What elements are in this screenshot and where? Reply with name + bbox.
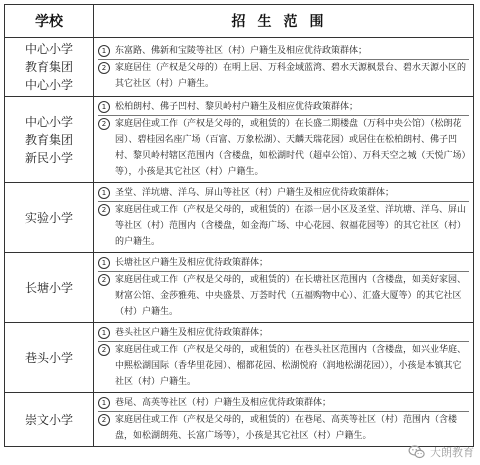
item-text: 巷头社区户籍生及相应优待政策群体； bbox=[115, 328, 269, 338]
item-text: 家庭居住或工作（产权是父母的，或租赁的）在长塘社区范围内（含楼盘，如美好家园、财富公馆、金莎雅苑、中央盛景、万荟时代（五福购物中心）、汇盛大厦等）的其它社区（村）户籍生。 bbox=[115, 275, 467, 317]
item-number: 2 bbox=[98, 274, 110, 286]
item-number: 1 bbox=[98, 397, 110, 409]
watermark-text: 大朗教育 bbox=[430, 446, 474, 459]
school-name bbox=[5, 253, 94, 323]
item-text: 圣堂、洋坑塘、洋乌、屏山等社区（村）户籍生及相应优待政策群体； bbox=[115, 188, 395, 198]
school-name bbox=[5, 323, 94, 393]
scope-item bbox=[98, 99, 469, 115]
school-name-line: 长塘小学 bbox=[24, 280, 73, 295]
item-number: 2 bbox=[98, 62, 110, 74]
item-text: 东富路、佛新和宝陵等社区（村）户籍生及相应优待政策群体； bbox=[115, 45, 368, 56]
watermark bbox=[408, 443, 474, 461]
table-row bbox=[5, 323, 474, 393]
table-row bbox=[5, 253, 474, 323]
school-name-line: 巷头小学 bbox=[24, 350, 73, 365]
item-number: 1 bbox=[98, 327, 110, 339]
table-row bbox=[5, 97, 474, 183]
school-name bbox=[5, 183, 94, 253]
school-name-line: 实验小学 bbox=[24, 210, 73, 225]
item-number: 2 bbox=[98, 118, 110, 130]
admission-scope bbox=[94, 38, 474, 97]
school-name-line: 教育集团 bbox=[24, 60, 73, 74]
item-number: 1 bbox=[98, 101, 110, 113]
school-name-line: 新民小学 bbox=[24, 150, 73, 165]
scope-item bbox=[98, 255, 469, 271]
item-number: 1 bbox=[98, 187, 110, 199]
table-row bbox=[5, 38, 474, 97]
table-header-row bbox=[5, 5, 474, 38]
item-text: 家庭居住或工作（产权是父母的，或租赁的）在巷尾、高英等社区（村）范围内（含楼盘，如松湖朗苑、长富广场等），小孩是其它社区（村）户籍生。 bbox=[115, 415, 458, 441]
wechat-icon bbox=[408, 443, 426, 461]
scope-item bbox=[98, 271, 469, 320]
item-number: 2 bbox=[98, 204, 110, 216]
admission-scope bbox=[94, 183, 474, 253]
school-name-line: 教育集团 bbox=[24, 132, 73, 147]
scope-item bbox=[98, 411, 469, 444]
scope-item bbox=[98, 201, 469, 250]
admission-scope bbox=[94, 97, 474, 183]
school-name-line: 中心小学 bbox=[24, 42, 73, 56]
scope-item bbox=[98, 325, 469, 341]
scope-item bbox=[98, 59, 469, 92]
school-name bbox=[5, 97, 94, 183]
item-text: 家庭居住或工作（产权是父母的，或租赁的）在巷头社区范围内（含楼盘，如兴业华庭、中熙松湖国际（香华里花园）、榴都花园、松湖悦府（润地松湖花园）），小孩是本镇其它社区（村）户籍生。 bbox=[115, 345, 467, 387]
table-body bbox=[5, 38, 474, 447]
item-number: 2 bbox=[98, 414, 110, 426]
scope-item bbox=[98, 185, 469, 201]
item-text: 家庭居住或工作（产权是父母的，或租赁的）在添一居小区及圣堂、洋坑塘、洋乌、屏山等社区（村）范围内（含楼盘，如金海广场、中心花园、叙福花园等）的其它社区（村）的户籍生。 bbox=[115, 205, 467, 247]
school-name-line: 中心小学 bbox=[24, 78, 73, 92]
table-row bbox=[5, 393, 474, 447]
item-number: 2 bbox=[98, 344, 110, 356]
item-text: 长塘社区户籍生及相应优待政策群体； bbox=[115, 258, 269, 268]
header-school: 学校 bbox=[5, 5, 94, 38]
item-text: 家庭居住（产权是父母的）在明上居、万科金域蓝湾、碧水天源枫景台、碧水天源小区的其它社区（村）户籍生。 bbox=[115, 62, 467, 89]
item-text: 家庭居住或工作（产权是父母的，或租赁的）在长盛二期楼盘（万科中央公馆）（松朗花园）、碧桂园名座广场（百富、万象松湖）、天麟天瑞花园）或居住在松柏朗村、佛子凹村、黎贝岭村辖区范围内（含楼盘，如松湖时代（超卓公馆）、万科天空之城（天悦广场）等），小孩是其它社区（村）户籍生。 bbox=[115, 119, 467, 177]
item-number: 1 bbox=[98, 45, 110, 57]
item-number: 1 bbox=[98, 257, 110, 269]
table-row bbox=[5, 183, 474, 253]
admission-scope bbox=[94, 393, 474, 447]
school-name-line: 中心小学 bbox=[24, 114, 73, 129]
school-name bbox=[5, 38, 94, 97]
admission-scope bbox=[94, 253, 474, 323]
admission-table bbox=[4, 4, 474, 447]
scope-item bbox=[98, 43, 469, 59]
item-text: 巷尾、高英等社区（村）户籍生及相应优待政策群体； bbox=[115, 398, 332, 408]
scope-item bbox=[98, 341, 469, 390]
header-scope: 招生范围 bbox=[94, 5, 474, 38]
school-name-line: 崇文小学 bbox=[24, 412, 73, 427]
scope-item bbox=[98, 395, 469, 411]
school-name bbox=[5, 393, 94, 447]
admission-scope bbox=[94, 323, 474, 393]
scope-item bbox=[98, 115, 469, 180]
item-text: 松柏朗村、佛子凹村、黎贝岭村户籍生及相应优待政策群体； bbox=[115, 102, 359, 112]
